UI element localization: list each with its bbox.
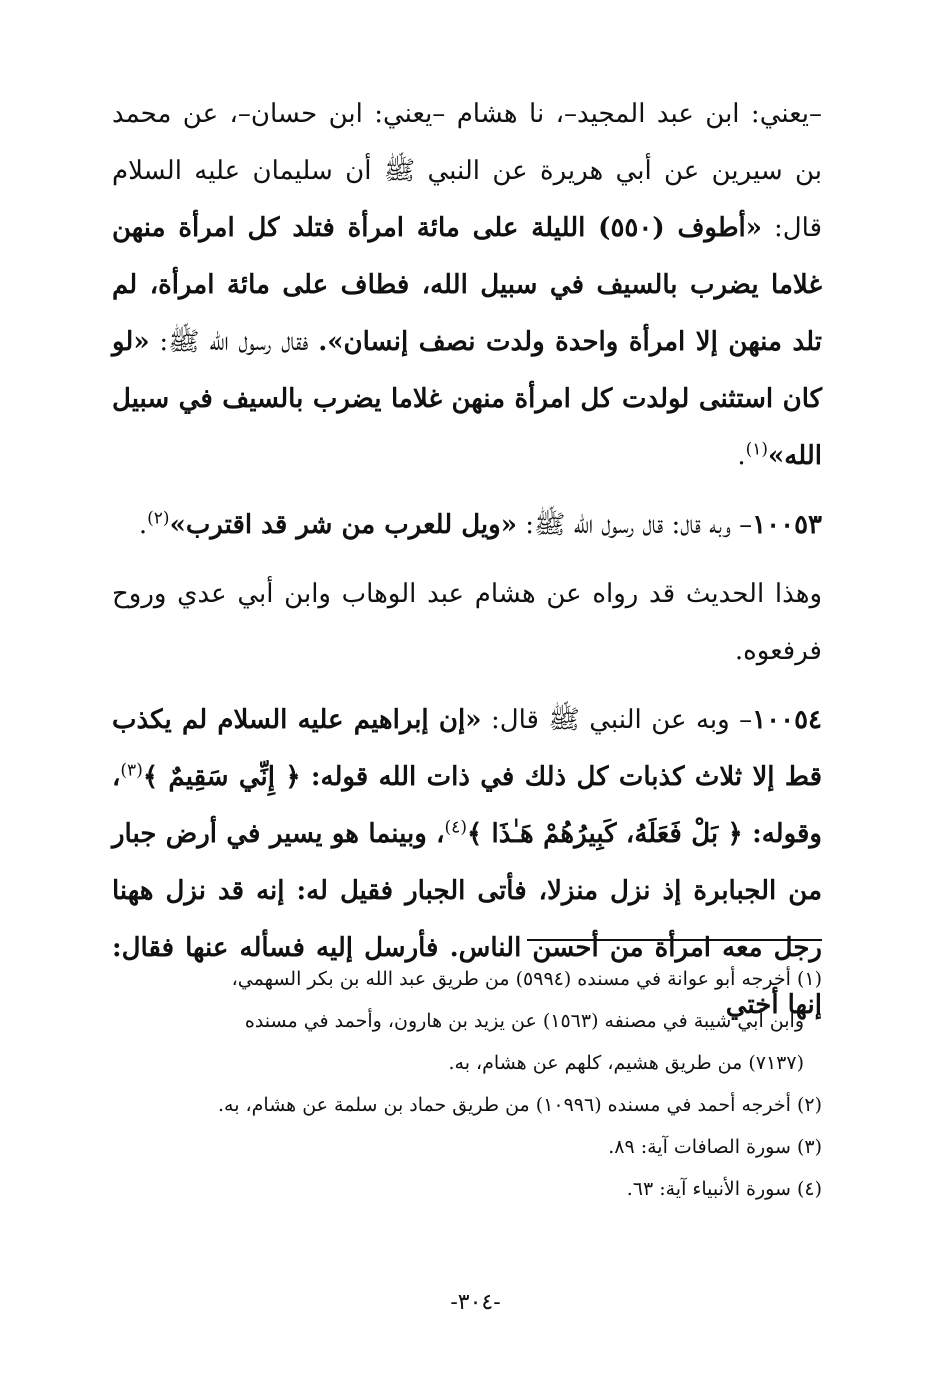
- isnad-text: –يعني: ابن عبد المجيد–، نا هشام –يعني: ابن حسان–، عن محمد بن سيرين عن أبي هريرة عن النبي ﷺ أن سليمان عليه السلام قال:: [112, 99, 823, 243]
- footnote-1: [112, 958, 822, 1000]
- footnote-ref-3[interactable]: (٣): [120, 760, 143, 781]
- isnad-text: – وبه قال: قال رسول الله ﷺ:: [516, 510, 753, 540]
- footnote-4: [112, 1168, 822, 1210]
- hadith-text-2: «لو كان استثنى لولدت كل امرأة منهن غلاما يضرب بالسيف في سبيل الله»: [112, 327, 822, 471]
- footnote-ref-4[interactable]: (٤): [444, 817, 467, 838]
- footnote-2: [112, 1084, 822, 1126]
- commentary-text: وهذا الحديث قد رواه عن هشام عبد الوهاب وابن أبي عدي وروح فرفعوه.: [112, 579, 822, 666]
- paragraph-hadith-10053: [112, 497, 822, 554]
- footnote-ref-1[interactable]: (١): [745, 439, 769, 460]
- footnote-1-line-1: (١) أخرجه أبو عوانة في مسنده (٥٩٩٤) من طريق عبد الله بن بكر السهمي،: [231, 968, 822, 990]
- hadith-text: «إن إبراهيم عليه السلام لم يكذب قط إلا ثلاث كذبات كل ذلك في ذات الله قوله: ﴿ إِنِّي سَقِيمٌ ﴾: [112, 705, 822, 792]
- isnad-text: – وبه عن النبي ﷺ قال:: [481, 705, 753, 735]
- footnote-1-line-3: (٧١٣٧) من طريق هشيم، كلهم عن هشام، به.: [448, 1052, 804, 1074]
- sentence-end: .: [737, 441, 746, 471]
- footnote-1-line-2: وابن أبي شيبة في مصنفه (١٥٦٣) عن يزيد بن هارون، وأحمد في مسنده: [244, 1010, 804, 1032]
- paragraph-hadith-550: [112, 86, 822, 485]
- hadith-text: «أطوف (٥٥٠) الليلة على مائة امرأة فتلد كل امرأة منهن غلاما يضرب بالسيف في سبيل الله، فطاف على مائة امرأة، لم تلد منهن إلا امرأة واحدة ولدت نصف إنسان».: [112, 213, 823, 357]
- paragraph-commentary: [112, 566, 822, 680]
- narration-text: فقال رسول الله ﷺ:: [149, 327, 319, 357]
- hadith-text: «ويل للعرب من شر قد اقترب»: [169, 510, 517, 540]
- hadith-number: ١٠٠٥٣: [752, 510, 822, 540]
- footnote-3: [112, 1126, 822, 1168]
- footnote-separator: [527, 939, 822, 941]
- page-number: -٣٠٤-: [450, 1290, 501, 1315]
- footnote-ref-2[interactable]: (٢): [147, 508, 170, 529]
- footnote-1-cont: [112, 1000, 822, 1042]
- hadith-number: ١٠٠٥٤: [752, 705, 822, 735]
- hadith-text-3: ، وبينما هو يسير في أرض جبار من الجبابرة إذ نزل منزلا، فأتى الجبار فقيل له: إنه قد نزل ههنا رجل معه امرأة من أحسن الناس. فأرسل إليه فسأله عنها فقال: إنها أختي: [112, 819, 822, 1020]
- footnotes: [112, 958, 822, 1210]
- main-text: [112, 86, 822, 1034]
- hadith-text-2: ، وقوله: ﴿ بَلْ فَعَلَهُ، كَبِيرُهُمْ هَـٰذَا ﴾: [112, 762, 822, 849]
- footnote-1-cont-2: [112, 1042, 822, 1084]
- page-body: [112, 86, 822, 1034]
- footnote-3-text: (٣) سورة الصافات آية: ٨٩.: [608, 1136, 822, 1158]
- sentence-end: .: [138, 510, 148, 540]
- footnote-2-text: (٢) أخرجه أحمد في مسنده (١٠٩٩٦) من طريق حماد بن سلمة عن هشام، به.: [217, 1094, 822, 1116]
- footnote-4-text: (٤) سورة الأنبياء آية: ٦٣.: [626, 1178, 822, 1200]
